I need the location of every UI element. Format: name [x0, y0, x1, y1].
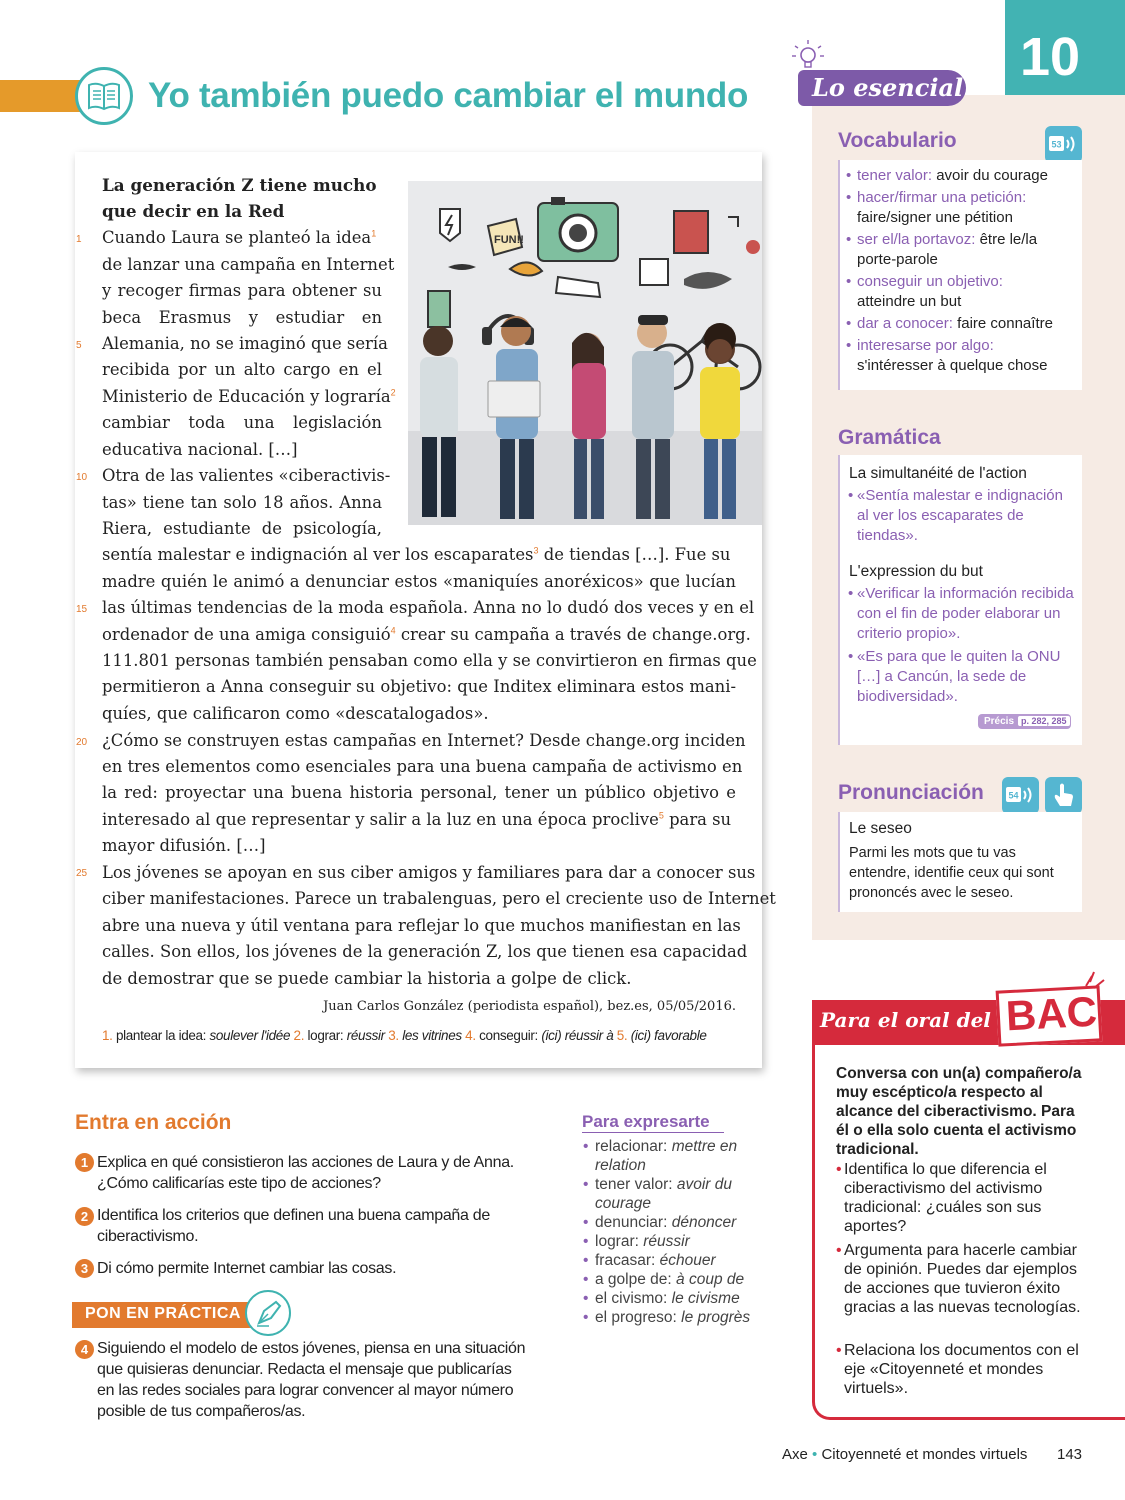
bac-bullet: • Relaciona los documentos con el eje «Citoyenneté et mondes virtuels».	[836, 1341, 1084, 1398]
article-line: interesado al que representar y salir a la luz en una época proclive$^5$ para su	[102, 810, 732, 829]
article-line: ¿Cómo se construyen estas campañas en Internet? Desde change.org inciden	[102, 731, 746, 750]
gramatica-example: • «Es para que le quiten la ONU […] a Cancún, la sede de biodiversidad».	[848, 647, 1076, 707]
line-number: 20	[76, 737, 88, 748]
bac-header-label: Para el oral del	[820, 1008, 991, 1032]
audio-track-54-number: 54	[1008, 790, 1019, 801]
pronunciacion-title: Pronunciación	[838, 781, 984, 804]
para-expresarte-item: • lograr: réussir	[583, 1232, 783, 1251]
article-line: Otra de las valientes «ciberactivis-	[102, 466, 391, 485]
bac-word: BAC	[1004, 987, 1099, 1040]
article-line: calles. Son ellos, los jóvenes de la generación Z, los que tienen esa capacidad	[102, 942, 748, 961]
article-line: Alemania, no se imaginó que sería	[102, 334, 388, 353]
para-expresarte-item: • a golpe de: à coup de	[583, 1270, 783, 1289]
article-line: Cuando Laura se planteó la idea$^1$	[102, 228, 377, 247]
vocab-item: • interesarse por algo: s'intéresser à quelque chose	[846, 336, 1078, 376]
article-heading-line: que decir en la Red	[102, 201, 285, 221]
vocabulario-title: Vocabulario	[838, 129, 957, 152]
article-line: tas» tiene tan solo 18 años. Anna	[102, 493, 382, 512]
fun-sticker-text: FUN!!	[494, 234, 524, 246]
page-title: Yo también puedo cambiar el mundo	[148, 76, 749, 115]
footer-axe: Axe • Citoyenneté et mondes virtuels	[782, 1446, 1028, 1463]
line-number: 1	[76, 234, 82, 245]
article-line: de lanzar una campaña en Internet	[102, 255, 395, 274]
article-line: Riera, estudiante de psicología,	[102, 519, 382, 538]
para-expresarte-list	[583, 1137, 783, 1327]
article-line: y recoger firmas para obtener su	[102, 281, 382, 300]
task-number-badge: 2	[75, 1207, 94, 1226]
para-expresarte-item: • fracasar: échouer	[583, 1251, 783, 1270]
precis-reference-link[interactable]: Précis p. 282, 285	[978, 714, 1071, 729]
gramatica-subtitle-simultaneite: La simultanéité de l'action	[849, 465, 1027, 482]
unit-number: 10	[1020, 27, 1081, 87]
task-3-text: Di cómo permite Internet cambiar las cosas.	[97, 1260, 397, 1277]
para-expresarte-title: Para expresarte	[582, 1112, 710, 1131]
para-expresarte-item: • tener valor: avoir du courage	[583, 1175, 783, 1213]
bac-bullet: • Identifica lo que diferencia el ciberactivismo del activismo tradicional: ¿cuáles son sus aportes?	[836, 1160, 1084, 1236]
para-expresarte-underline	[582, 1132, 724, 1133]
task-number-badge: 4	[75, 1340, 94, 1359]
article-line: recibida por un alto cargo en el	[102, 360, 382, 379]
interactive-hand-button[interactable]	[1045, 777, 1082, 814]
para-expresarte-item: • el civismo: le civisme	[583, 1289, 783, 1308]
vocab-item: • conseguir un objetivo: atteindre un but	[846, 272, 1078, 312]
bac-instructions: Conversa con un(a) compañero/a muy escéptico/a respecto al alcance del ciberactivismo. Para él o ella solo cuenta el activismo tradicional.	[836, 1065, 1082, 1158]
open-book-icon	[75, 67, 133, 125]
article-line: ciber manifestaciones. Parece un trabalenguas, pero el creciente uso de Internet	[102, 889, 776, 908]
gramatica-subtitle-but: L'expression du but	[849, 563, 983, 580]
task-2-text: Identifica los criterios que definen una buena campaña de ciberactivismo.	[97, 1207, 490, 1245]
article-line: quíes, que calificaron como «descatalogados».	[102, 704, 489, 723]
article-heading-line: La generación Z tiene mucho	[102, 175, 377, 195]
pronunciacion-subtitle: Le seseo	[849, 820, 912, 837]
vocab-item: • tener valor: avoir du courage	[846, 166, 1078, 186]
gramatica-example: • «Sentía malestar e indignación al ver los escaparates de tiendas».	[848, 486, 1076, 546]
vocab-item: • hacer/firmar una petición: faire/signer une pétition	[846, 188, 1078, 228]
header-orange-band	[0, 80, 85, 112]
line-number: 10	[76, 472, 88, 483]
audio-track-53-button[interactable]	[1045, 126, 1082, 163]
task-1-text: Explica en qué consistieron las acciones de Laura y de Anna. ¿Cómo calificarías este tipo de acciones?	[97, 1154, 514, 1192]
article-line: Ministerio de Educación y lograría$^2$	[102, 387, 396, 406]
group-photo-illustration	[408, 181, 762, 525]
glossary-footnotes: 1. plantear la idea: soulever l'idée 2. lograr: réussir 3. les vitrines 4. conseguir: (ici) réussir à 5. (ici) favorable	[102, 1028, 707, 1043]
pronunciacion-instructions: Parmi les mots que tu vas entendre, identifie ceux qui sont prononcés avec le seseo.	[849, 845, 1054, 901]
article-line: la red: proyectar una buena historia personal, tener un público objetivo e	[102, 783, 736, 802]
article-line: beca Erasmus y estudiar en	[102, 308, 382, 327]
entra-en-accion-title: Entra en acción	[75, 1111, 232, 1134]
article-line: Los jóvenes se apoyan en sus ciber amigos y familiares para dar a conocer sus	[102, 863, 756, 882]
line-number: 5	[76, 340, 82, 351]
pen-nib-icon	[245, 1290, 291, 1336]
line-number: 15	[76, 604, 88, 615]
pon-en-practica-label: PON EN PRÁCTICA	[85, 1305, 241, 1322]
article-line: en tres elementos como esenciales para una buena campaña de activismo en	[102, 757, 743, 776]
article-line: 111.801 personas también pensaban como ella y se convirtieron en firmas que	[102, 651, 757, 670]
para-expresarte-item: • el progreso: le progrès	[583, 1308, 783, 1327]
audio-track-54-button[interactable]	[1002, 777, 1039, 814]
article-source: Juan Carlos González (periodista español), bez.es, 05/05/2016.	[323, 999, 736, 1014]
article-line: sentía malestar e indignación al ver los escaparates$^3$ de tiendas […]. Fue su	[102, 545, 731, 564]
article-line: permitieron a Anna conseguir su objetivo: que Inditex eliminara estos mani-	[102, 677, 736, 696]
para-expresarte-item: • denunciar: dénoncer	[583, 1213, 783, 1232]
article-line: de demostrar que se puede cambiar la historia a golpe de click.	[102, 969, 632, 988]
lo-esencial-label: Lo esencial	[812, 73, 964, 102]
vocab-item: • dar a conocer: faire connaître	[846, 314, 1078, 334]
page-number: 143	[1057, 1446, 1083, 1463]
task-number-badge: 1	[75, 1153, 94, 1172]
article-line: mayor difusión. […]	[102, 836, 266, 855]
audio-track-53-number: 53	[1051, 139, 1062, 150]
pointing-hand-icon	[1045, 777, 1082, 814]
article-line: madre quién le animó a denunciar estos «maniquíes anoréxicos» que lucían	[102, 572, 736, 591]
article-line: educativa nacional. […]	[102, 440, 298, 459]
task-4-text: Siguiendo el modelo de estos jóvenes, piensa en una situación que quisieras denunciar. Redacta el mensaje que publicarías en las redes sociales para lograr convencer al mayor número posible de tus compañeros/as.	[97, 1340, 526, 1420]
burst-lines-icon	[1082, 970, 1108, 992]
vocabulario-list	[846, 166, 1078, 378]
article-line: cambiar toda una legislación	[102, 413, 382, 432]
bac-bullet: • Argumenta para hacerle cambiar de opinión. Puedes dar ejemplos de acciones que tuvieron éxito gracias a las nuevas tecnologías.	[836, 1241, 1084, 1317]
vocab-item: • ser el/la portavoz: être le/la porte-parole	[846, 230, 1078, 270]
gramatica-title: Gramática	[838, 426, 941, 449]
article-line: las últimas tendencias de la moda española. Anna no lo dudó dos veces y en el	[102, 598, 755, 617]
article-line: abre una nueva y útil ventana para reflejar lo que muchos manifiestan en las	[102, 916, 741, 935]
line-number: 25	[76, 868, 88, 879]
task-number-badge: 3	[75, 1259, 94, 1278]
para-expresarte-item: • relacionar: mettre en relation	[583, 1137, 783, 1175]
article-line: ordenador de una amiga consiguió$^4$ crear su campaña a través de change.org.	[102, 625, 751, 644]
gramatica-example: • «Verificar la información recibida con el fin de poder elaborar un criterio propio».	[848, 584, 1076, 644]
